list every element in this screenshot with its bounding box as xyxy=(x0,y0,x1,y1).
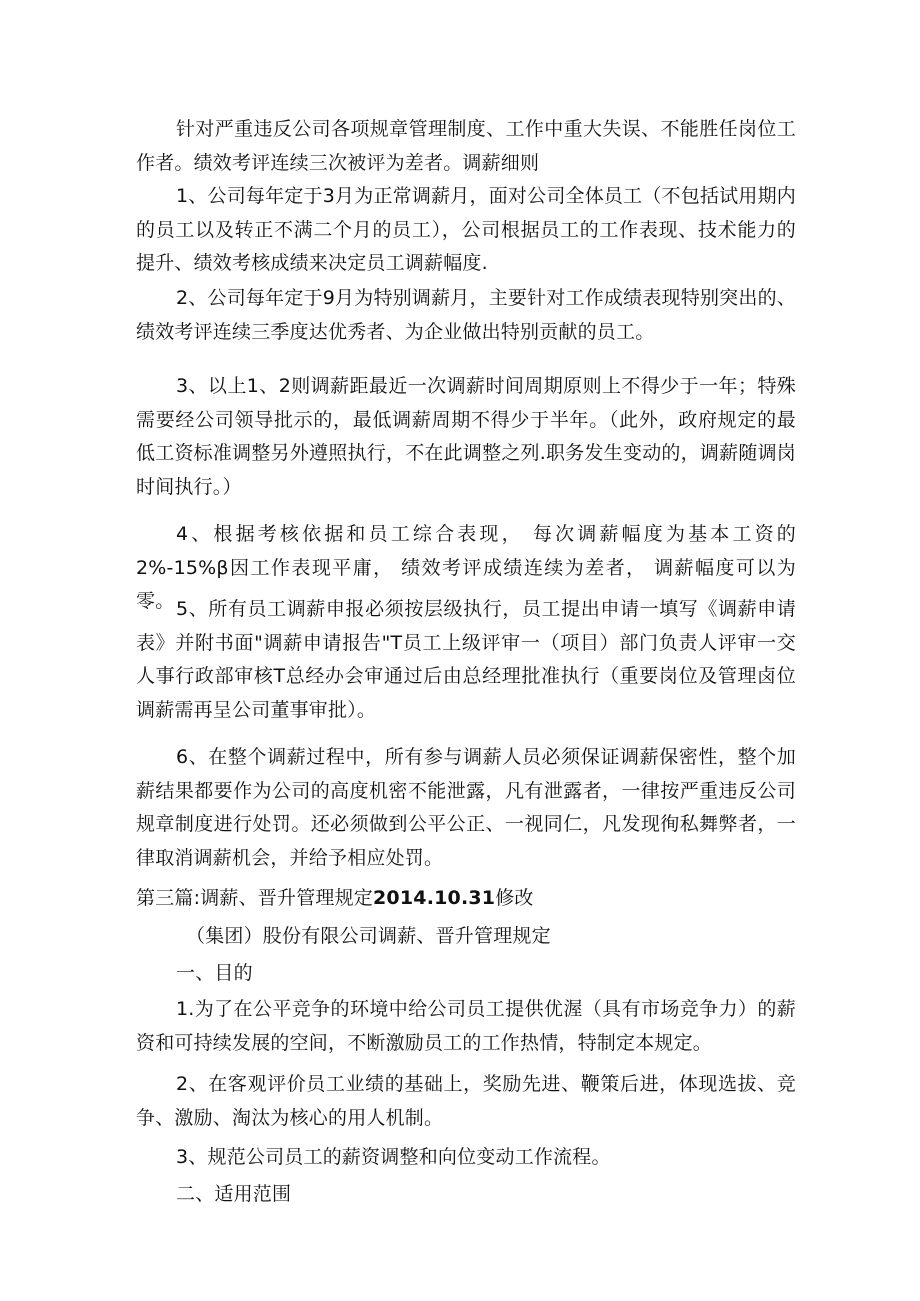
section-2-title: 二、适用范围 xyxy=(176,1183,292,1205)
paragraph-intro: 针对严重违反公司各项规章管理制度、工作中重大失误、不能胜任岗位工作者。绩效考评连续三次被评为差者。调薪细则 xyxy=(136,118,796,174)
section-1-title: 一、目的 xyxy=(176,962,253,984)
section-1-item-3: 3、规范公司员工的薪资调整和向位变动工作流程。 xyxy=(176,1146,611,1168)
chapter-heading xyxy=(136,882,796,916)
document-subtitle: （集团）股份有限公司调薪、晋升管理规定 xyxy=(186,925,551,947)
paragraph-rule-3: 3、以上1、2则调薪距最近一次调薪时间周期原则上不得少于一年；特殊需要经公司领导批示的，最低调薪周期不得少于半年。（此外，政府规定的最低工资标准调整另外遵照执行，不在此调整之列.职务发生变动的，调薪随调岗时间执行。） xyxy=(136,375,796,498)
paragraph-rule-6: 6、在整个调薪过程中，所有参与调薪人员必须保证调薪保密性，整个加薪结果都要作为公司的高度机密不能泄露，凡有泄露者，一律按严重违反公司规章制度进行处罚。还必须做到公平公正、一视同仁，凡发现徇私舞弊者，一律取消调薪机会，并给予相应处罚。 xyxy=(136,746,796,869)
chapter-heading-suffix: 修改 xyxy=(495,887,534,909)
paragraph-rule-2: 2、公司每年定于9月为特别调薪月，主要针对工作成绩表现特别突出的、绩效考评连续三季度达优秀者、为企业做出特别贡献的员工。 xyxy=(136,287,796,343)
paragraph-rule-1: 1、公司每年定于3月为正常调薪月，面对公司全体员工（不包括试用期内的员工以及转正不满二个月的员工），公司根据员工的工作表现、技术能力的提升、绩效考核成绩来决定员工调薪幅度. xyxy=(136,185,796,274)
chapter-heading-date: 2014.10.31 xyxy=(373,887,496,909)
section-1-item-2: 2、在客观评价员工业绩的基础上，奖励先进、鞭策后进，体现选拔、竞争、激励、淘汰为核心的用人机制。 xyxy=(136,1073,796,1129)
chapter-heading-prefix: 第三篇:调薪、晋升管理规定 xyxy=(136,887,374,909)
paragraph-rule-5: 5、所有员工调薪申报必须按层级执行，员工提出申请一填写《调薪申请表》并附书面"调薪申请报告"T员工上级评审一（项目）部门负责人评审一交人事行政部审核T总经办会审通过后由总经理批准执行（重要岗位及管理卤位调薪需再呈公司董事审批）。 xyxy=(136,598,796,721)
section-1-item-1: 1.为了在公平竞争的环境中给公司员工提供优渥（具有市场竞争力）的薪资和可持续发展的空间，不断激励员工的工作热情，特制定本规定。 xyxy=(136,998,796,1054)
paragraph-rule-4: 4、根据考核依据和员工综合表现， 每次调薪幅度为基本工资的2%-15%β因工作表现平庸， 绩效考评成绩连续为差者， 调薪幅度可以为零。 xyxy=(136,523,796,612)
